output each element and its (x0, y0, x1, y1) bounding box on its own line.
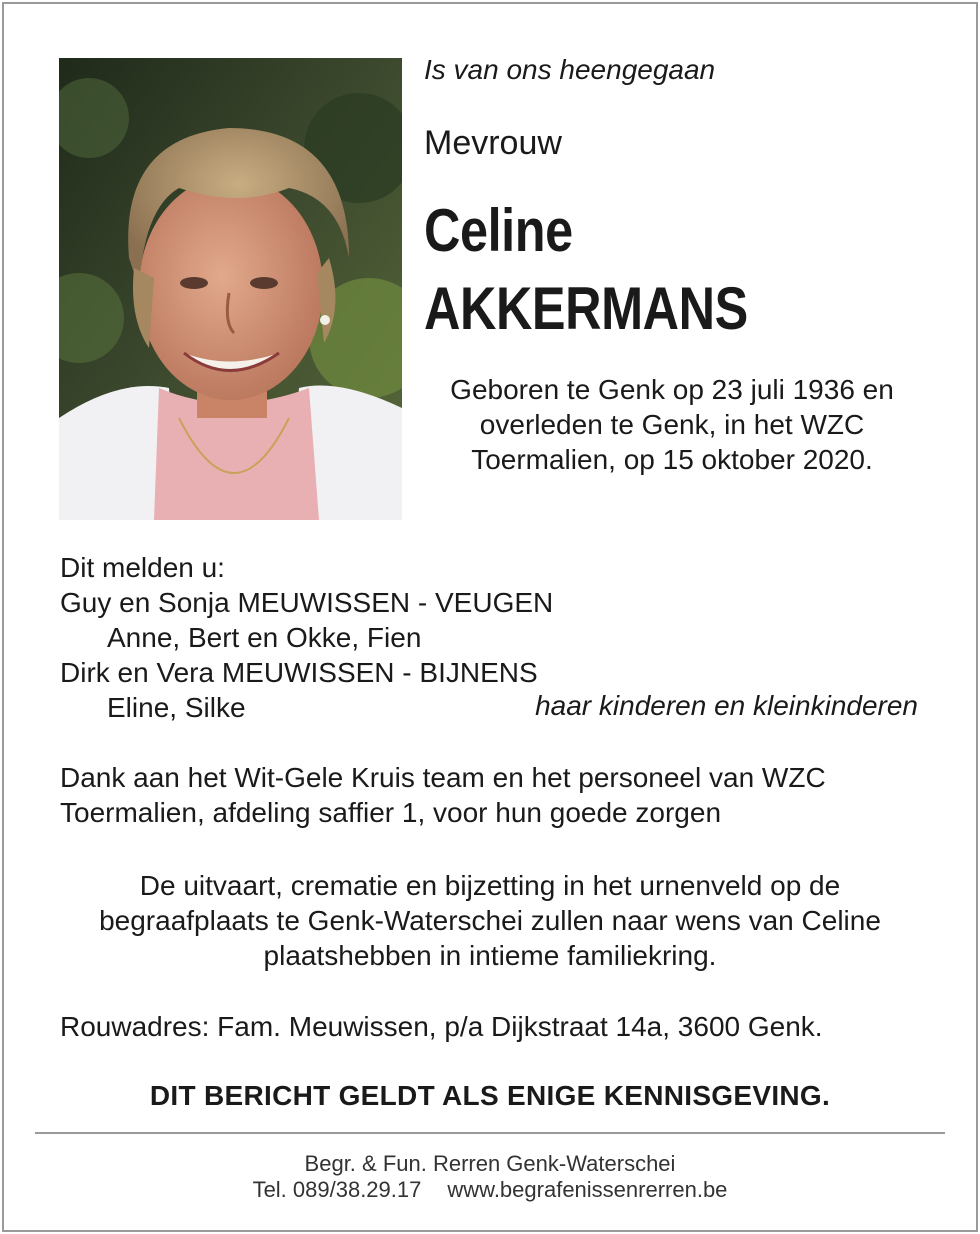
footer-phone: Tel. 089/38.29.17 (252, 1177, 422, 1202)
notice-statement: DIT BERICHT GELDT ALS ENIGE KENNISGEVING. (149, 1080, 831, 1111)
footer-contact (0, 1177, 980, 1203)
birth-death-line: overleden te Genk, in het WZC (479, 409, 865, 440)
birth-death-line: Toermalien, op 15 oktober 2020. (471, 444, 873, 475)
deceased-last-name: AKKERMANS (424, 275, 748, 342)
intro-line: Is van ons heengegaan (424, 54, 716, 85)
funeral-line: De uitvaart, crematie en bijzetting in het urnenveld op de (139, 870, 841, 901)
footer-divider (35, 1132, 945, 1134)
footer-website: www.begrafenissenrerren.be (447, 1177, 728, 1202)
birth-death-line: Geboren te Genk op 23 juli 1936 en (450, 374, 894, 405)
thanks-line: Toermalien, afdeling saffier 1, voor hun goede zorgen (60, 797, 722, 828)
thanks-text (60, 760, 826, 830)
announcer-line: Dirk en Vera MEUWISSEN - BIJNENS (60, 657, 538, 688)
funeral-text (40, 868, 940, 973)
announcers-lead: Dit melden u: (60, 552, 225, 583)
announcers-list (60, 550, 553, 725)
thanks-line: Dank aan het Wit-Gele Kruis team en het personeel van WZC (60, 762, 826, 793)
birth-death-info (418, 372, 926, 477)
mourning-address: Rouwadres: Fam. Meuwissen, p/a Dijkstraat 14a, 3600 Genk. (60, 1011, 823, 1042)
announcer-line: Eline, Silke (107, 692, 246, 723)
announcer-line: Guy en Sonja MEUWISSEN - VEUGEN (60, 587, 554, 618)
announcer-line: Anne, Bert en Okke, Fien (107, 622, 422, 653)
family-signature: haar kinderen en kleinkinderen (535, 690, 918, 721)
funeral-line: plaatshebben in intieme familiekring. (263, 940, 717, 971)
salutation: Mevrouw (424, 124, 562, 162)
funeral-company: Begr. & Fun. Rerren Genk-Waterschei (304, 1151, 676, 1176)
portrait-photo (59, 58, 402, 520)
funeral-line: begraafplaats te Genk-Waterschei zullen naar wens van Celine (99, 905, 881, 936)
deceased-first-name: Celine (424, 197, 573, 264)
